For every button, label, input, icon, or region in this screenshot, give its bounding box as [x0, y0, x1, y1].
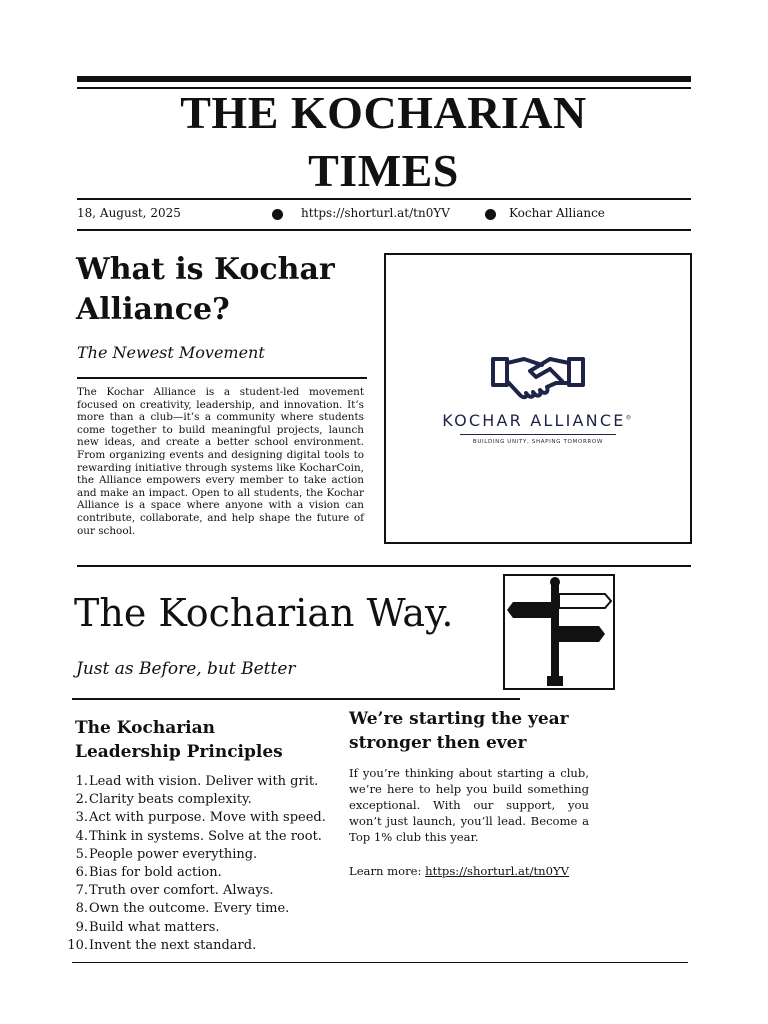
- principle-text: Act with purpose. Move with speed.: [89, 810, 326, 826]
- newspaper-title: [76, 84, 691, 200]
- logo-wordmark-text: KOCHAR ALLIANCE: [442, 411, 626, 430]
- learn-more: [349, 863, 569, 879]
- principle-text: Think in systems. Solve at the root.: [89, 828, 322, 844]
- logo-wordmark: [386, 411, 690, 430]
- way-rule: [72, 698, 520, 700]
- learn-more-label: Learn more:: [349, 864, 426, 878]
- principle-text: Clarity beats complexity.: [89, 792, 252, 808]
- promo-heading: [349, 707, 569, 755]
- list-item: 9. Build what matters.: [75, 919, 220, 935]
- meta-rule-top: [77, 198, 691, 200]
- principles-heading: [75, 716, 283, 764]
- signpost-image: [503, 574, 615, 690]
- feature-body: The Kochar Alliance is a student-led movement focused on creativity, leadership, and innovation. It’s more than a club—it’s a community where students come together to build meaningful projects, launch new ideas, and create a better school environment. From organizing events and designing digital tools to rewarding initiative through systems like KocharCoin, the Alliance empowers every member to take action and make an impact. Open to all students, the Kochar Alliance is a space where anyone with a vision can contribute, collaborate, and help shape the future of our school.: [77, 386, 364, 537]
- registered-mark: ®: [625, 414, 634, 422]
- signpost-icon: [505, 576, 613, 688]
- promo-heading-line1: We’re starting the year: [349, 709, 569, 729]
- footer-rule: [72, 962, 688, 963]
- promo-body: If you’re thinking about starting a club, we’re here to help you build something exceptional. With our support, you won’t just launch, you’ll lead. Become a Top 1% club this year.: [349, 766, 589, 844]
- feature-subhead: The Newest Movement: [77, 343, 265, 362]
- list-item: 5. People power everything.: [75, 846, 258, 862]
- logo-divider: [460, 434, 616, 435]
- section-rule: [77, 565, 691, 567]
- principle-text: Build what matters.: [89, 919, 220, 935]
- logo-tagline: BUILDING UNITY, SHAPING TOMORROW: [472, 439, 604, 445]
- list-item: 6. Bias for bold action.: [75, 865, 222, 881]
- list-item: 2. Clarity beats complexity.: [75, 792, 252, 808]
- learn-more-link[interactable]: https://shorturl.at/tn0YV: [425, 864, 570, 878]
- principle-text: Invent the next standard.: [89, 937, 257, 953]
- newspaper-title-line1: THE KOCHARIAN: [180, 87, 587, 138]
- principle-text: Own the outcome. Every time.: [89, 901, 290, 917]
- bullet-dot-icon: [485, 209, 496, 220]
- list-item: 4. Think in systems. Solve at the root.: [75, 828, 322, 844]
- list-item: 3. Act with purpose. Move with speed.: [75, 810, 326, 826]
- principles-heading-line2: Leadership Principles: [75, 742, 283, 762]
- way-title: The Kocharian Way.: [74, 591, 454, 635]
- feature-rule: [77, 377, 367, 379]
- masthead-org: Kochar Alliance: [509, 206, 605, 220]
- handshake-icon: [490, 353, 586, 407]
- feature-headline-line2: Alliance?: [76, 292, 230, 327]
- promo-heading-line2: stronger then ever: [349, 733, 527, 753]
- list-item: 1. Lead with vision. Deliver with grit.: [75, 774, 319, 789]
- list-item: 10. Invent the next standard.: [67, 937, 257, 953]
- issue-date: 18, August, 2025: [77, 206, 181, 220]
- bullet-dot-icon: [272, 209, 283, 220]
- meta-rule-bottom: [77, 229, 691, 231]
- way-subtitle: Just as Before, but Better: [76, 659, 296, 679]
- principle-text: Lead with vision. Deliver with grit.: [89, 774, 319, 789]
- principle-text: Bias for bold action.: [89, 865, 222, 881]
- list-item: 8. Own the outcome. Every time.: [75, 901, 290, 917]
- newspaper-title-line2: TIMES: [308, 145, 459, 196]
- principle-text: People power everything.: [89, 846, 258, 862]
- principle-text: Truth over comfort. Always.: [89, 883, 274, 899]
- masthead-url[interactable]: https://shorturl.at/tn0YV: [301, 206, 450, 220]
- feature-headline: [76, 250, 376, 330]
- list-item: 7. Truth over comfort. Always.: [75, 883, 274, 899]
- kochar-alliance-logo: [384, 253, 692, 544]
- masthead-rule-thick: [77, 76, 691, 82]
- principles-list: [67, 773, 326, 955]
- principles-heading-line1: The Kocharian: [75, 718, 216, 738]
- feature-headline-line1: What is Kochar: [76, 252, 335, 287]
